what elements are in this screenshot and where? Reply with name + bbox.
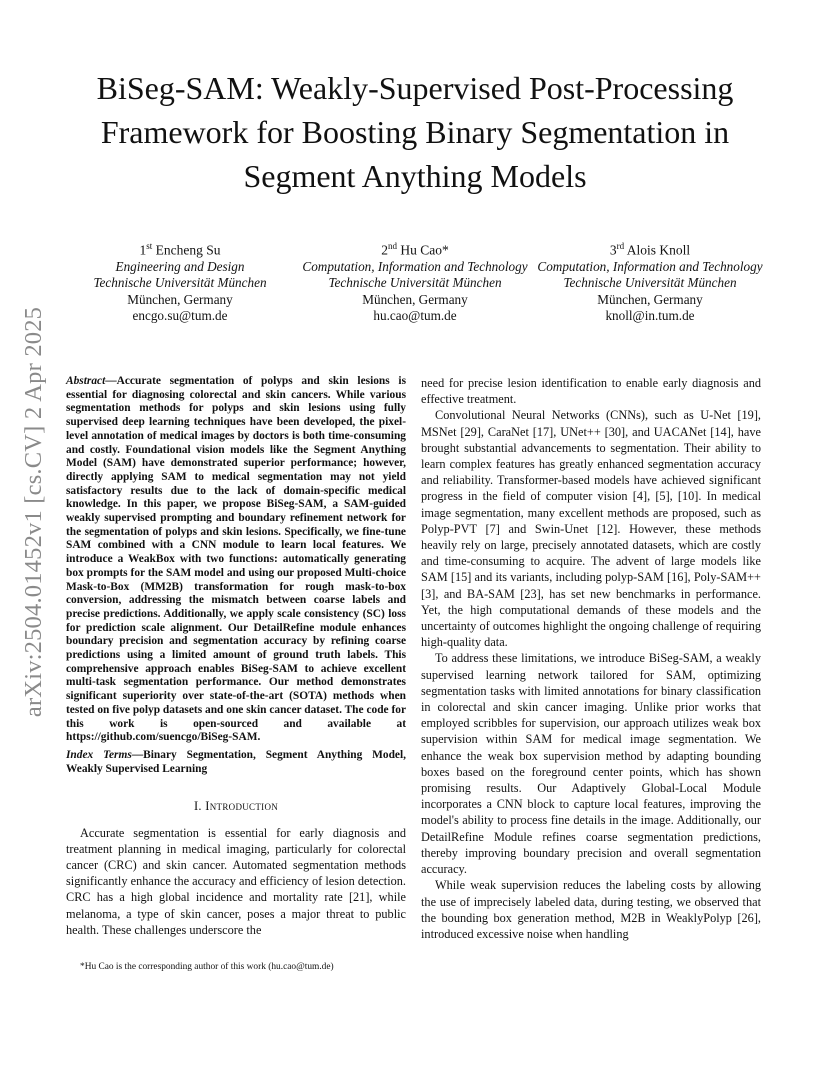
author-ordinal: 1 [139,242,147,258]
index-terms-text: —Binary Segmentation, Segment Anything Model, Weakly Supervised Learning [66,748,407,775]
abstract-label: Abstract [66,375,106,387]
abstract [66,375,406,745]
section-number: I. [193,799,202,814]
author-ordinal: 2 [381,242,388,258]
right-column [421,375,761,942]
author-name-line [60,238,300,259]
abstract-text: —Accurate segmentation of polyps and skin lesions is essential for diagnosing colorectal and skin cancers. While various segmentation methods for polyps and skin lesions using fully supervised deep learning techniques have been developed, the pixel-level annotation of medical images by doctors is both time-consuming and costly. Foundational vision models like the Segment Anything Model (SAM) have demonstrated superior performance; however, directly applying SAM to medical segmentation may not yield satisfactory results due to the lack of domain-specific medical knowledge. In this paper, we propose BiSeg-SAM, a SAM-guided weakly supervised prompting and boundary refinement network for the segmentation of polyps and skin lesions. Specifically, we fine-tune SAM combined with a CNN module to learn local features. We introduce a WeakBox with two functions: automatically generating box prompts for the SAM model and using our proposed Multi-choice Mask-to-Box (MM2B) transformation for rough mask-to-box conversion, addressing the mismatch between coarse labels and precise predictions. Additionally, we apply scale consistency (SC) loss for prediction scale alignment. Our DetailRefine module enhances boundary precision and segmentation accuracy by refining coarse predictions using a limited amount of ground truth labels. This comprehensive approach enables BiSeg-SAM to achieve excellent multi-task segmentation performance. Our method demonstrates significant superiority over state-of-the-art (SOTA) methods when tested on five polyp datasets and one skin cancer dataset. The code for this work is open-sourced and available at https://github.com/suencgo/BiSeg-SAM. [66,375,406,744]
body-paragraph: need for precise lesion identification to enable early diagnosis and effective treatment. [421,376,761,407]
author-3 [530,238,770,325]
arxiv-identifier-text: arXiv:2504.01452v1 [cs.CV] 2 Apr 2025 [20,306,47,718]
author-name-line [295,238,535,259]
author-city: München, Germany [362,291,468,307]
author-name: Hu Cao* [400,242,449,258]
author-2 [295,238,535,325]
intro-paragraph: Accurate segmentation is essential for early diagnosis and treatment planning in medical imaging, particularly for colorectal cancer (CRC) and skin cancer. Automated segmentation methods significantly enhance the accuracy and efficiency of lesion detection. CRC has a high global incidence and mortality rate [21], while melanoma, a type of skin cancer, poses a major threat to public health. These challenges underscore the [66,825,406,937]
author-name-line [530,238,770,259]
author-ordinal-suffix: nd [388,241,397,251]
author-ordinal: 3 [609,242,617,258]
author-city: München, Germany [127,291,233,307]
author-institution: Technische Universität München [93,275,267,291]
author-city: München, Germany [597,291,703,307]
body-paragraph: Convolutional Neural Networks (CNNs), such as U-Net [19], MSNet [29], CaraNet [17], UNet++ [30], and UACANet [14], have brought substantial advancements to segmentation. Their ability to learn complex features has greatly enhanced segmentation accuracy and reliability. Transformer-based models have achieved significant progress in the field of computer vision [4], [5], [10]. In medical image segmentation, many excellent methods are proposed, such as Polyp-PVT [7] and Swin-Unet [12]. However, these methods heavily rely on large, precisely annotated datasets, which are costly and time-consuming to acquire. The advent of large models like SAM [15] and its variants, including polyp-SAM [16], Poly-SAM++ [3], and BA-SAM [23], has set new benchmarks in performance. Yet, the high computational demands of these models and the uncertainty of outcomes highlight the ongoing challenge of requiring high-quality data. [421,408,761,650]
index-terms-label: Index Terms [66,748,132,761]
arxiv-side-identifier [14,292,54,732]
section-heading-introduction [66,798,406,814]
author-name: Alois Knoll [626,242,691,258]
author-email: encgo.su@tum.de [132,308,228,324]
paper-title: BiSeg-SAM: Weakly-Supervised Post-Processing Framework for Boosting Binary Segmentation in Segment Anything Models [96,70,734,194]
author-affiliation: Engineering and Design [115,258,245,274]
left-column [66,375,406,938]
body-paragraph: While weak supervision reduces the labeling costs by allowing the use of imprecisely labeled data, during testing, we observed that the bounding box generation method, M2B in WeaklyPolyp [26], introduced excessive noise when handling [421,878,761,941]
author-ordinal-suffix: rd [616,241,625,251]
author-email: hu.cao@tum.de [373,308,457,324]
body-paragraph: To address these limitations, we introduce BiSeg-SAM, a weakly supervised learning network tailored for SAM, optimizing segmentation tasks with limited annotations for binary classification in colorectal and skin cancer imaging. Unlike prior works that employed scribbles for supervision, our approach utilizes weak box supervision within SAM for medical image segmentation. We enhance the weak box supervision method by adapting bounding boxes based on the foreground center points, which has shown promising results. Our Adaptively Global-Local Module incorporates a CNN block to capture local features, improving the model's ability to process fine details in the image. Additionally, our DetailRefine Module refines coarse segmentation predictions, thereby improving boundary precision and overall segmentation accuracy. [421,651,761,877]
author-affiliation: Computation, Information and Technology [302,258,528,274]
author-1 [60,238,300,325]
author-name: Encheng Su [155,242,221,258]
author-block [60,238,770,328]
footnote: *Hu Cao is the corresponding author of this work (hu.cao@tum.de) [80,962,334,972]
author-affiliation: Computation, Information and Technology [537,258,763,274]
index-terms [66,749,406,776]
section-title: Introduction [205,799,279,814]
author-institution: Technische Universität München [563,275,737,291]
author-email: knoll@in.tum.de [605,308,695,324]
author-ordinal-suffix: st [146,241,153,251]
author-institution: Technische Universität München [328,275,502,291]
